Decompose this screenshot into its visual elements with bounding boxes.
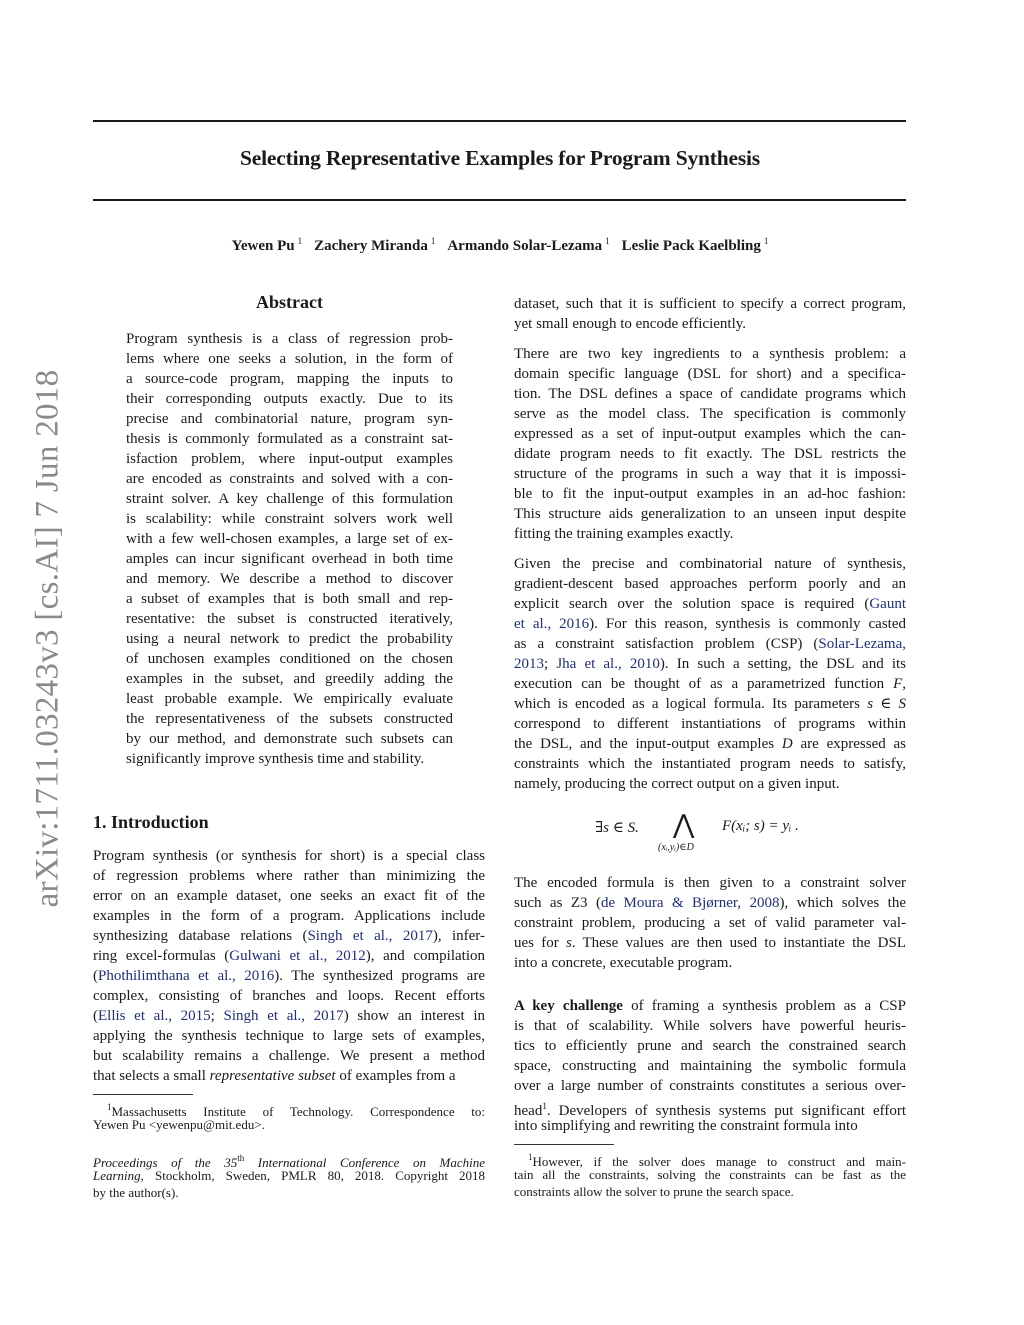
text-line bbox=[126, 709, 453, 729]
text-line bbox=[514, 913, 906, 933]
text-line bbox=[514, 873, 906, 893]
citation-link[interactable]: Solar-Lezama, bbox=[818, 636, 906, 652]
text-line-content: Massachusetts Institute of Technology. Correspondence to: bbox=[111, 1104, 485, 1119]
text-line bbox=[514, 444, 906, 464]
title-rule-bottom bbox=[93, 199, 906, 201]
footnote-mark[interactable]: th bbox=[237, 1153, 245, 1163]
footnote-mark: 1 bbox=[528, 1152, 533, 1162]
text-run: examples in the form of a program. Applications include bbox=[93, 908, 485, 924]
text-run: head bbox=[514, 1103, 543, 1119]
paragraph bbox=[514, 294, 906, 334]
text-line bbox=[514, 614, 906, 634]
text-line-content: by our method, and demonstrate such subsets can bbox=[126, 731, 453, 747]
math-symbol: D bbox=[781, 736, 793, 752]
text-line-content: are encoded as constraints and solved with a con- bbox=[126, 471, 453, 487]
text-line-content: amples can incur significant overhead in both time bbox=[126, 551, 453, 567]
text-line-content: straint solver. A key challenge of this formulation bbox=[126, 491, 453, 507]
title-rule-top bbox=[93, 120, 906, 122]
affiliation-footnote bbox=[93, 1099, 485, 1133]
text-run: space, constructing and maintaining the symbolic formula bbox=[514, 1058, 906, 1074]
text-line bbox=[93, 1006, 485, 1026]
text-run: Proceedings of the bbox=[93, 1155, 225, 1170]
text-run: dataset, such that it is sufficient to specify a correct program, bbox=[514, 296, 906, 312]
text-run: There are two key ingredients to a synthesis problem: a bbox=[514, 346, 906, 362]
text-line bbox=[514, 1016, 906, 1036]
text-line-content: is scalability: while constraint solvers work well bbox=[126, 511, 453, 527]
text-run: ring excel-formulas ( bbox=[93, 948, 230, 964]
text-line bbox=[514, 1116, 906, 1136]
paragraph bbox=[514, 554, 906, 794]
text-line bbox=[514, 634, 906, 654]
text-run: fitting the training examples exactly. bbox=[514, 526, 734, 542]
citation-link[interactable]: Gulwani et al., 2012 bbox=[229, 948, 366, 964]
text-run: into simplifying and rewriting the constraint formula into bbox=[514, 1118, 858, 1134]
text-run: ; bbox=[210, 1008, 224, 1024]
text-line bbox=[126, 589, 453, 609]
text-line-content: a subset of examples that is both small and rep- bbox=[126, 591, 453, 607]
text-run: such as Z3 ( bbox=[514, 895, 601, 911]
text-line bbox=[93, 986, 485, 1006]
scalability-footnote bbox=[514, 1149, 906, 1200]
text-line bbox=[514, 933, 906, 953]
text-line bbox=[514, 694, 906, 714]
paragraph-gap bbox=[514, 334, 906, 344]
text-run: applying the synthesis technique to large sets of examples, bbox=[93, 1028, 485, 1044]
text-run: Learning bbox=[93, 1168, 141, 1183]
text-line bbox=[514, 504, 906, 524]
text-line bbox=[126, 689, 453, 709]
text-line bbox=[126, 549, 453, 569]
footnote-rule bbox=[514, 1144, 614, 1145]
text-run: tics to efficiently prune and search the constrained search bbox=[514, 1038, 906, 1054]
text-line-content: significantly improve synthesis time and stability. bbox=[126, 751, 425, 767]
text-line-content: Program synthesis is a class of regression prob- bbox=[126, 331, 453, 347]
text-run: ( bbox=[93, 968, 98, 984]
text-line bbox=[126, 729, 453, 749]
text-line bbox=[514, 674, 906, 694]
key-challenge-paragraph bbox=[514, 996, 906, 1136]
text-run: ; bbox=[544, 656, 557, 672]
text-line bbox=[93, 946, 485, 966]
right-column-body bbox=[514, 294, 906, 794]
text-line-content: and memory. We describe a method to discover bbox=[126, 571, 453, 587]
text-line bbox=[514, 654, 906, 674]
text-line bbox=[514, 574, 906, 594]
text-line bbox=[514, 384, 906, 404]
citation-link[interactable]: 2013 bbox=[514, 656, 544, 672]
text-run: , bbox=[902, 676, 906, 692]
author-name bbox=[232, 238, 302, 254]
text-run: . These values are then used to instantiate the DSL bbox=[571, 935, 906, 951]
text-line-content: the representativeness of the subsets constructed bbox=[126, 711, 453, 727]
text-line bbox=[93, 866, 485, 886]
text-line bbox=[93, 966, 485, 986]
text-line bbox=[514, 1036, 906, 1056]
text-run: is that of scalability. While solvers have powerful heuris- bbox=[514, 1018, 906, 1034]
equation-subscript: (xᵢ,yᵢ)∈D bbox=[658, 842, 694, 853]
text-line-content: their corresponding outputs exactly. Due to its bbox=[126, 391, 453, 407]
text-line bbox=[514, 893, 906, 913]
text-run: ) show an interest in bbox=[343, 1008, 486, 1024]
citation-link[interactable]: Gaunt bbox=[869, 596, 906, 612]
text-line bbox=[514, 953, 906, 973]
text-line-content: of unchosen examples conditioned on the chosen bbox=[126, 651, 453, 667]
text-run: This structure aids generalization to an unseen input despite bbox=[514, 506, 906, 522]
text-line bbox=[514, 554, 906, 574]
text-line bbox=[126, 349, 453, 369]
text-line-content: lems where one seeks a solution, in the form of bbox=[126, 351, 453, 367]
paper-title: Selecting Representative Examples for Program Synthesis bbox=[240, 146, 760, 170]
text-run: but scalability remains a challenge. We present a method bbox=[93, 1048, 485, 1064]
text-line bbox=[126, 669, 453, 689]
author-name-text: Zachery Miranda bbox=[314, 238, 428, 254]
citation-link[interactable]: et al., 2016 bbox=[514, 616, 590, 632]
equation-lhs: ∃s ∈ S. bbox=[595, 820, 639, 836]
text-run: ). For this reason, synthesis is commonly casted bbox=[589, 616, 906, 632]
section-heading-introduction: 1. Introduction bbox=[93, 812, 209, 832]
text-line bbox=[514, 314, 906, 334]
text-line bbox=[93, 906, 485, 926]
text-run: namely, producing the correct output on a given input. bbox=[514, 776, 840, 792]
text-line-content: using a neural network to predict the probability bbox=[126, 631, 453, 647]
abstract-body bbox=[126, 329, 453, 769]
text-line-content: with a few well-chosen examples, a large set of ex- bbox=[126, 531, 453, 547]
text-line bbox=[126, 629, 453, 649]
big-and-operator: ⋀ bbox=[673, 810, 695, 839]
text-run: of framing a synthesis problem as a CSP bbox=[622, 998, 906, 1014]
text-run: constraints which the instantiated program needs to satisfy, bbox=[514, 756, 906, 772]
proceedings-note bbox=[93, 1150, 485, 1201]
text-run: serve as the model class. The specification is commonly bbox=[514, 406, 906, 422]
text-run: , Stockholm, Sweden, PMLR 80, 2018. Copyright 2018 bbox=[140, 1168, 485, 1183]
text-line bbox=[93, 1150, 485, 1170]
text-run: ). The synthesized programs are bbox=[274, 968, 485, 984]
text-line bbox=[126, 369, 453, 389]
text-run: of regression problems where rather than minimizing the bbox=[93, 868, 485, 884]
text-run: as a constraint satisfaction problem (CSP) ( bbox=[514, 636, 819, 652]
text-line bbox=[514, 294, 906, 314]
text-run: ∈ bbox=[873, 696, 899, 712]
math-symbol: s bbox=[565, 935, 572, 951]
text-run: explicit search over the solution space is required ( bbox=[514, 596, 870, 612]
text-line bbox=[126, 609, 453, 629]
text-line bbox=[93, 1046, 485, 1066]
footnote-rule bbox=[93, 1094, 193, 1095]
affiliation-mark: 1 bbox=[763, 236, 769, 246]
citation-link[interactable]: de Moura & Bjørner, 2008 bbox=[600, 895, 780, 911]
text-run: representative subset bbox=[209, 1068, 336, 1084]
text-line bbox=[126, 649, 453, 669]
citation-link[interactable]: Jha et al., 2010 bbox=[556, 656, 660, 672]
math-symbol: s bbox=[867, 696, 874, 712]
text-line bbox=[93, 1066, 485, 1086]
text-run: by the author(s). bbox=[93, 1185, 179, 1200]
text-run: 35 bbox=[224, 1155, 238, 1170]
text-run: that selects a small bbox=[93, 1068, 210, 1084]
text-line-content: least probable example. We empirically evaluate bbox=[126, 691, 453, 707]
text-run: ), infer- bbox=[432, 928, 485, 944]
citation-link[interactable]: Singh et al., 2017 bbox=[307, 928, 433, 944]
text-line-content: tain all the constraints, solving the constraints can be fast as the bbox=[514, 1167, 906, 1182]
text-run: didate program needs to fit exactly. The DSL restricts the bbox=[514, 446, 906, 462]
text-run: ). In such a setting, the DSL and its bbox=[659, 656, 906, 672]
text-line bbox=[93, 846, 485, 866]
text-run: into a concrete, executable program. bbox=[514, 955, 733, 971]
text-line bbox=[126, 449, 453, 469]
citation-link[interactable]: Phothilimthana et al., 2016 bbox=[98, 968, 275, 984]
text-line bbox=[126, 749, 453, 769]
text-run: which is encoded as a logical formula. Its parameters bbox=[514, 696, 868, 712]
text-line bbox=[514, 594, 906, 614]
text-run: expressed as a set of input-output examples which the can- bbox=[514, 426, 906, 442]
citation-link[interactable]: Ellis et al., 2015 bbox=[98, 1008, 211, 1024]
footnote-mark[interactable]: 1 bbox=[542, 1101, 547, 1111]
text-run: correspond to different instantiations of programs within bbox=[514, 716, 906, 732]
text-line bbox=[126, 429, 453, 449]
text-line bbox=[514, 754, 906, 774]
text-run: Program synthesis (or synthesis for short) is a special class bbox=[93, 848, 485, 864]
author-list bbox=[0, 236, 1000, 255]
text-line bbox=[126, 409, 453, 429]
text-run: the DSL, and the input-output examples bbox=[514, 736, 782, 752]
text-run: constraint problem, producing a set of valid parameter val- bbox=[514, 915, 906, 931]
text-line-content: Yewen Pu <yewenpu@mit.edu>. bbox=[93, 1117, 265, 1132]
text-line-content: thesis is commonly formulated as a constraint sat- bbox=[126, 431, 453, 447]
text-run: Given the precise and combinatorial nature of synthesis, bbox=[514, 556, 906, 572]
affiliation-mark: 1 bbox=[605, 236, 610, 246]
text-line bbox=[126, 509, 453, 529]
solver-paragraph bbox=[514, 873, 906, 973]
text-line bbox=[93, 886, 485, 906]
paragraph bbox=[514, 344, 906, 544]
text-run: over a large number of constraints constitutes a serious over- bbox=[514, 1078, 906, 1094]
arxiv-stamp[interactable]: arXiv:1711.03243v3 [cs.AI] 7 Jun 2018 bbox=[29, 369, 66, 908]
text-run: ( bbox=[93, 1008, 98, 1024]
text-line-content: constraints allow the solver to prune the search space. bbox=[514, 1184, 794, 1199]
text-line bbox=[93, 1184, 485, 1201]
text-line bbox=[514, 714, 906, 734]
text-line-content: resentative: the subset is constructed iteratively, bbox=[126, 611, 453, 627]
text-line bbox=[514, 484, 906, 504]
text-line bbox=[514, 1166, 906, 1183]
text-line bbox=[126, 329, 453, 349]
text-line bbox=[126, 529, 453, 549]
text-run: structure of the programs in such a way that it is impossi- bbox=[514, 466, 906, 482]
text-run: . Developers of synthesis systems put significant effort bbox=[546, 1103, 906, 1119]
text-run: International Conference on Machine bbox=[244, 1155, 485, 1170]
text-line bbox=[514, 404, 906, 424]
text-line bbox=[126, 489, 453, 509]
author-name-text: Leslie Pack Kaelbling bbox=[621, 238, 761, 254]
text-line bbox=[514, 734, 906, 754]
text-run: ble to fit the input-output examples in an ad-hoc fashion: bbox=[514, 486, 906, 502]
text-run: execution can be thought of as a parametrized function bbox=[514, 676, 894, 692]
text-line bbox=[93, 1099, 485, 1119]
text-run: are expressed as bbox=[792, 736, 906, 752]
author-name-text: Yewen Pu bbox=[231, 238, 295, 254]
text-run: ), which solves the bbox=[779, 895, 906, 911]
text-line bbox=[93, 926, 485, 946]
equation-rhs: F(xᵢ; s) = yᵢ . bbox=[722, 818, 799, 834]
text-run: synthesizing database relations ( bbox=[93, 928, 308, 944]
text-line bbox=[126, 569, 453, 589]
text-line bbox=[514, 774, 906, 794]
text-run: tion. The DSL defines a space of candidate programs which bbox=[514, 386, 906, 402]
text-line bbox=[126, 469, 453, 489]
text-line bbox=[514, 424, 906, 444]
text-line bbox=[126, 389, 453, 409]
text-line bbox=[514, 1056, 906, 1076]
text-line-content: isfaction problem, where input-output examples bbox=[126, 451, 453, 467]
author-name bbox=[314, 238, 435, 254]
affiliation-mark: 1 bbox=[430, 236, 436, 246]
text-line bbox=[93, 1167, 485, 1184]
text-run: complex, consisting of branches and loops. Recent efforts bbox=[93, 988, 485, 1004]
author-name bbox=[622, 238, 769, 254]
paragraph-gap bbox=[514, 544, 906, 554]
text-line-content: precise and combinatorial nature, program syn- bbox=[126, 411, 453, 427]
text-line bbox=[514, 996, 906, 1016]
text-line bbox=[514, 464, 906, 484]
author-name-text: Armando Solar-Lezama bbox=[447, 238, 603, 254]
text-run: ), and compilation bbox=[365, 948, 485, 964]
text-run: ues for bbox=[514, 935, 566, 951]
citation-link[interactable]: Singh et al., 2017 bbox=[223, 1008, 344, 1024]
abstract-heading: Abstract bbox=[256, 292, 323, 312]
text-run: error on an example dataset, one seeks an exact fit of the bbox=[93, 888, 485, 904]
text-run: gradient-descent based approaches perform poorly and an bbox=[514, 576, 906, 592]
math-symbol: S bbox=[898, 696, 906, 712]
introduction-body bbox=[93, 846, 485, 1086]
text-run: of examples from a bbox=[335, 1068, 456, 1084]
affiliation-mark: 1 bbox=[297, 236, 303, 246]
math-symbol: F bbox=[893, 676, 903, 692]
text-line bbox=[514, 364, 906, 384]
text-line bbox=[514, 524, 906, 544]
text-line-content: a source-code program, mapping the inputs to bbox=[126, 371, 453, 387]
author-name bbox=[447, 238, 609, 254]
text-line-content: examples in the subset, and greedily adding the bbox=[126, 671, 453, 687]
text-line bbox=[514, 1183, 906, 1200]
paragraph-run-in-heading: A key challenge bbox=[514, 998, 623, 1014]
text-run: domain specific language (DSL for short) and a specifica- bbox=[514, 366, 906, 382]
text-line bbox=[514, 344, 906, 364]
text-run: The encoded formula is then given to a constraint solver bbox=[514, 875, 906, 891]
text-line bbox=[514, 1096, 906, 1119]
text-line bbox=[514, 1149, 906, 1169]
text-line bbox=[514, 1076, 906, 1096]
text-line-content: However, if the solver does manage to construct and main- bbox=[532, 1154, 906, 1169]
footnote-mark: 1 bbox=[107, 1102, 112, 1112]
csp-equation bbox=[595, 810, 855, 860]
text-run: yet small enough to encode efficiently. bbox=[514, 316, 747, 332]
text-line bbox=[93, 1026, 485, 1046]
